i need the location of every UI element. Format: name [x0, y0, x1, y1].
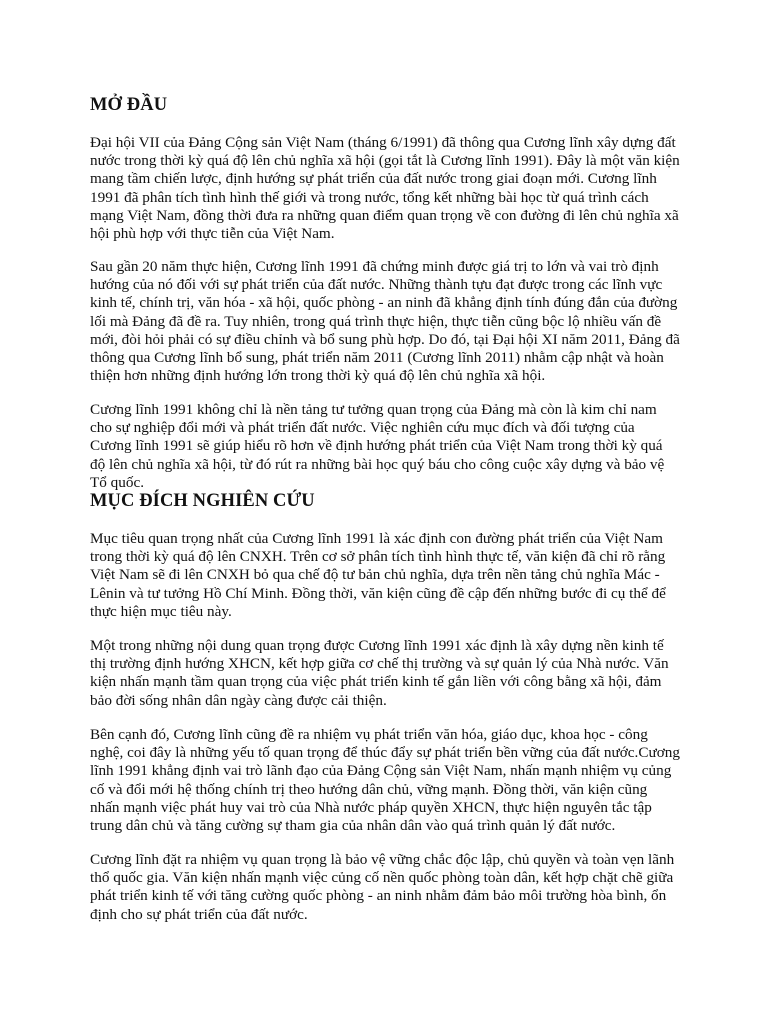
paragraph: Cương lĩnh 1991 không chỉ là nền tảng tư tưởng quan trọng của Đảng mà còn là kim chỉ nam cho sự nghiệp đổi mới và phát triển đất nước. Việc nghiên cứu mục đích và đối tượng của Cương lĩnh 1991 sẽ giúp hiểu rõ hơn về định hướng phát triển của Việt Nam trong thời kỳ quá độ lên chủ nghĩa xã hội, từ đó rút ra những bài học quý báu cho công cuộc xây dựng và bảo vệ Tổ quốc. — [90, 401, 665, 491]
paragraph: Sau gần 20 năm thực hiện, Cương lĩnh 1991 đã chứng minh được giá trị to lớn và vai trò định hướng của nó đối với sự phát triển của đất nước. Những thành tựu đạt được trong các lĩnh vực kinh tế, chính trị, văn hóa - xã hội, quốc phòng - an ninh đã khẳng định tính đúng đắn của đường lối mà Đảng đã đề ra. Tuy nhiên, trong quá trình thực hiện, thực tiễn cũng bộc lộ nhiều vấn đề mới, đòi hỏi phải có sự điều chỉnh và bổ sung phù hợp. Do đó, tại Đại hội XI năm 2011, Đảng đã thông qua Cương lĩnh bổ sung, phát triển năm 2011 (Cương lĩnh 2011) nhằm cập nhật và hoàn thiện hơn những định hướng lớn trong thời kỳ quá độ lên chủ nghĩa xã hội. — [90, 258, 680, 385]
section-heading-research-purpose: MỤC ĐÍCH NGHIÊN CỨU — [90, 491, 315, 511]
paragraph: Đại hội VII của Đảng Cộng sản Việt Nam (tháng 6/1991) đã thông qua Cương lĩnh xây dựng đất nước trong thời kỳ quá độ lên chủ nghĩa xã hội (gọi tắt là Cương lĩnh 1991). Đây là một văn kiện mang tầm chiến lược, định hướng sự phát triển của đất nước trong giai đoạn mới. Cương lĩnh 1991 đã phân tích tình hình thế giới và trong nước, tổng kết những bài học từ quá trình cách mạng Việt Nam, đồng thời đưa ra những quan điểm quan trọng về con đường đi lên chủ nghĩa xã hội phù hợp với thực tiễn của Việt Nam. — [90, 134, 680, 243]
paragraph: Cương lĩnh đặt ra nhiệm vụ quan trọng là bảo vệ vững chắc độc lập, chủ quyền và toàn vẹn lãnh thổ quốc gia. Văn kiện nhấn mạnh việc củng cố nền quốc phòng toàn dân, kết hợp chặt chẽ giữa phát triển kinh tế với tăng cường quốc phòng - an ninh nhằm đảm bảo môi trường hòa bình, ổn định cho sự phát triển của đất nước. — [90, 851, 675, 923]
paragraph: Một trong những nội dung quan trọng được Cương lĩnh 1991 xác định là xây dựng nền kinh tế thị trường định hướng XHCN, kết hợp giữa cơ chế thị trường và sự quản lý của Nhà nước. Văn kiện nhấn mạnh tầm quan trọng của việc phát triển kinh tế gắn liền với công bằng xã hội, đảm bảo đời sống nhân dân ngày càng được cải thiện. — [90, 637, 669, 709]
paragraph: Bên cạnh đó, Cương lĩnh cũng đề ra nhiệm vụ phát triển văn hóa, giáo dục, khoa học - công nghệ, coi đây là những yếu tố quan trọng để thúc đẩy sự phát triển bền vững của đất nước.Cương lĩnh 1991 khẳng định vai trò lãnh đạo của Đảng Cộng sản Việt Nam, nhấn mạnh nhiệm vụ củng cố và đổi mới hệ thống chính trị theo hướng dân chủ, vững mạnh. Đồng thời, văn kiện cũng nhấn mạnh việc phát huy vai trò của Nhà nước pháp quyền XHCN, thực hiện nguyên tắc tập trung dân chủ và tăng cường sự tham gia của nhân dân vào quá trình quản lý đất nước. — [90, 726, 680, 835]
paragraph: Mục tiêu quan trọng nhất của Cương lĩnh 1991 là xác định con đường phát triển của Việt Nam trong thời kỳ quá độ lên CNXH. Trên cơ sở phân tích tình hình thực tế, văn kiện đã chỉ rõ rằng Việt Nam sẽ đi lên CNXH bỏ qua chế độ tư bản chủ nghĩa, dựa trên nền tảng chủ nghĩa Mác - Lênin và tư tưởng Hồ Chí Minh. Đồng thời, văn kiện cũng đề cập đến những bước đi cụ thể để thực hiện mục tiêu này. — [90, 530, 666, 620]
section-heading-introduction: MỞ ĐẦU — [90, 95, 168, 115]
